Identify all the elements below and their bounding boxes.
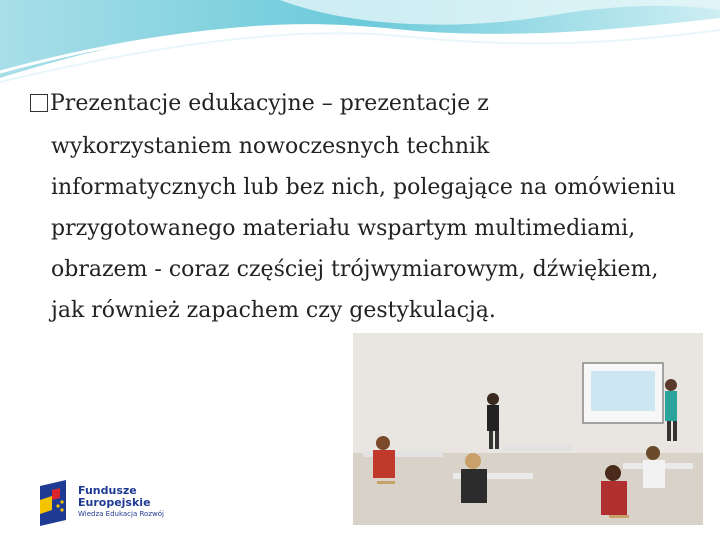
logo-line1: Fundusze [78,484,137,497]
bullet-paragraph [30,82,700,126]
text-line: obrazem - coraz częściej trójwymiarowym, dźwiękiem, [51,257,659,282]
logo-text [78,485,164,519]
text-line: wykorzystaniem nowoczesnych technik [51,134,490,159]
eu-funds-logo [38,478,188,528]
bullet-text-start: prezentacje z [339,91,489,116]
slide-body [30,82,700,331]
bullet-title: Prezentacje edukacyjne – [50,91,340,116]
eu-funds-logo-mark-icon [38,480,72,526]
bullet-square-icon [30,94,48,112]
logo-line2: Europejskie [78,496,151,509]
text-line: jak również zapachem czy gestykulacją. [51,298,496,323]
text-line: przygotowanego materiału wspartym multimediami, [51,216,636,241]
logo-line3: Wiedza Edukacja Rozwój [78,510,164,518]
header-wave-decoration [0,0,720,90]
text-line: informatycznych lub bez nich, polegające na omówieniu [51,175,676,200]
classroom-photo [353,333,703,525]
